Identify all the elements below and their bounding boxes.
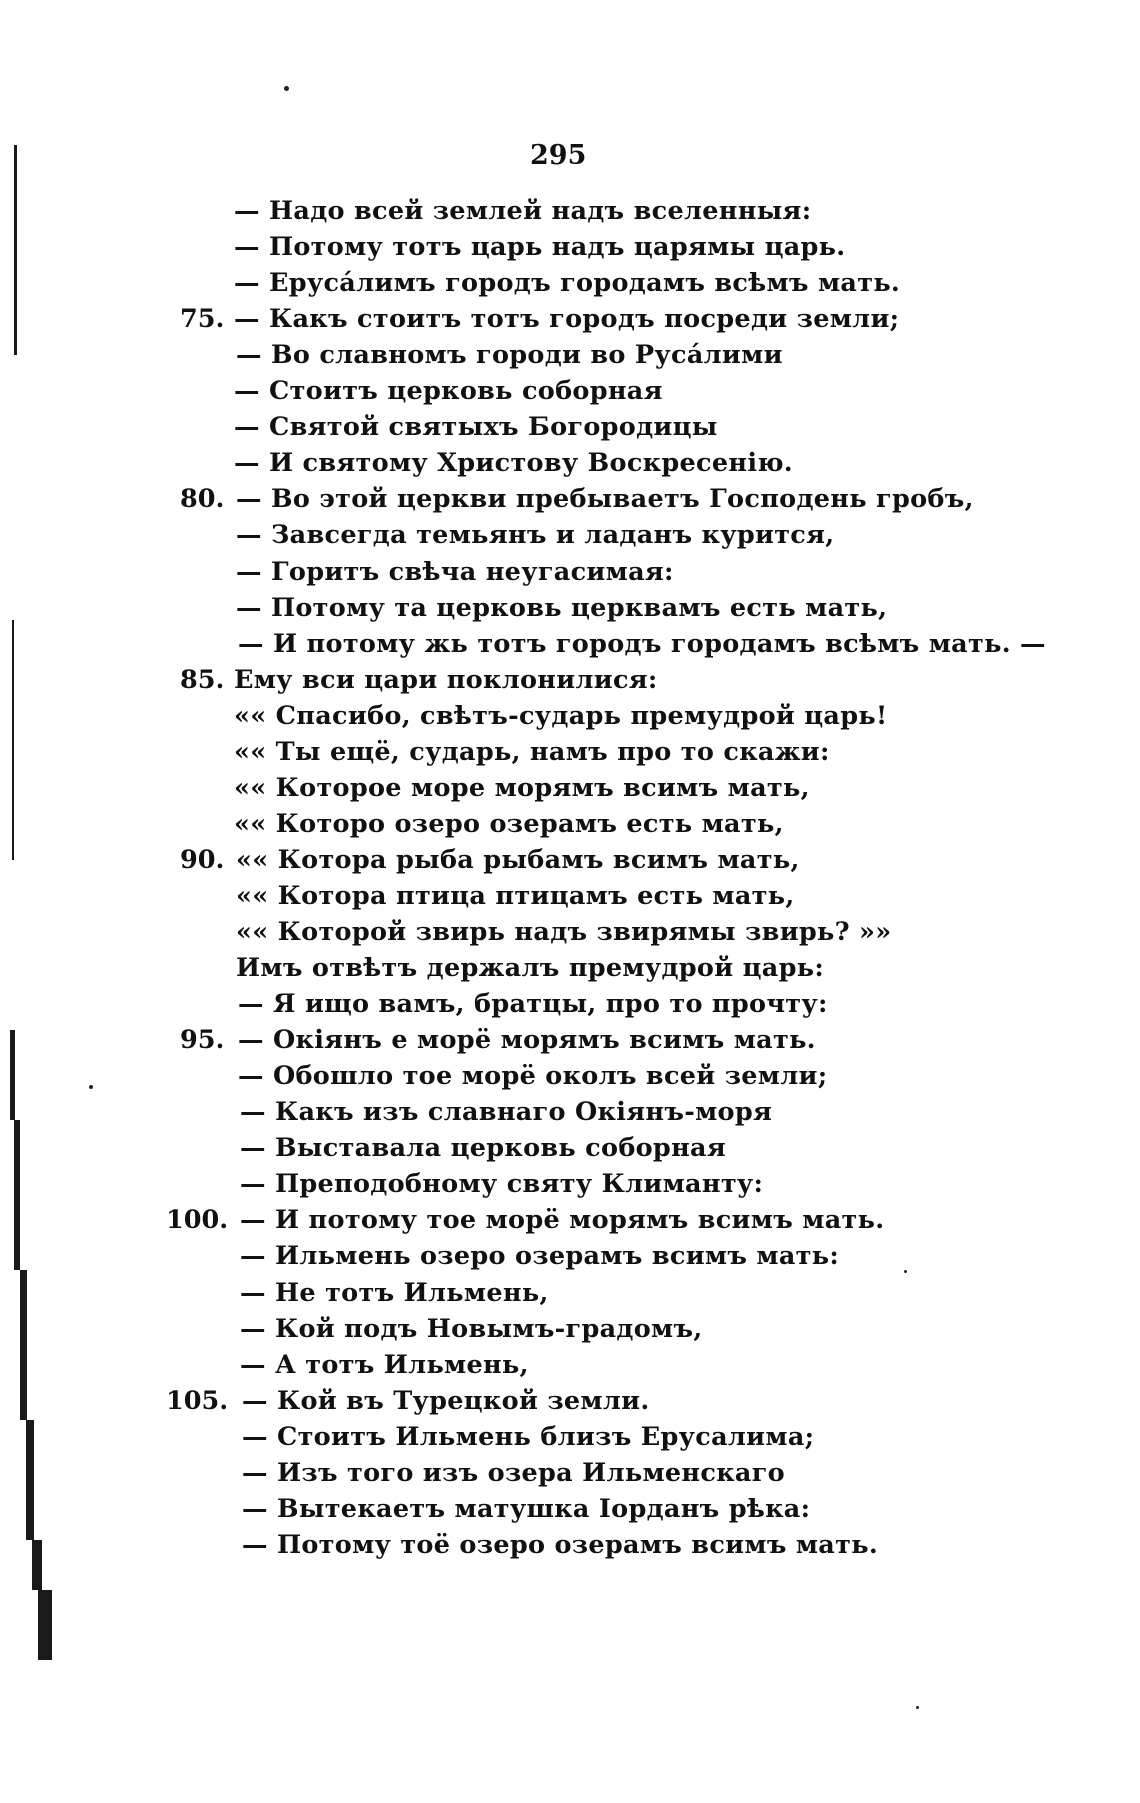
verse-line (0, 1130, 1140, 1166)
verse-text: Имъ отвѣтъ держалъ премудрой царь: (236, 953, 825, 984)
verse-text: — Я ищо вамъ, братцы, про то прочту: (238, 989, 828, 1020)
verse-line (0, 301, 1140, 337)
verse-line (0, 1347, 1140, 1383)
verse-text: — Во этой церкви пребываетъ Господень гробъ, (236, 484, 974, 515)
verse-text: «« Спасибо, свѣтъ-сударь премудрой царь! (234, 700, 888, 731)
verse-line (0, 698, 1140, 734)
verse-line (0, 337, 1140, 373)
verse-line (0, 878, 1140, 914)
verse-number: 75. (180, 304, 225, 335)
verse-line (0, 1166, 1140, 1202)
verse-line (0, 481, 1140, 517)
verse-text: — Не тотъ Ильмень, (240, 1277, 549, 1308)
verse-line (0, 914, 1140, 950)
verse-text: Ему вси цари поклонилися: (234, 664, 658, 695)
verse-text: — Ильмень озеро озерамъ всимъ мать: (240, 1241, 840, 1272)
verse-line (0, 1238, 1140, 1274)
verse-text: «« Которо озеро озерамъ есть мать, (234, 808, 784, 839)
verse-text: «« Котора рыба рыбамъ всимъ мать, (236, 844, 800, 875)
verse-text: — Окіянъ е морё морямъ всимъ мать. (238, 1025, 816, 1056)
verse-number: 90. (180, 844, 225, 875)
verse-line (0, 1311, 1140, 1347)
verse-line (0, 265, 1140, 301)
verse-text: — Горитъ свѣча неугасимая: (236, 556, 674, 587)
verse-line (0, 806, 1140, 842)
verse-line (0, 626, 1140, 662)
verse-text: «« Которое море морямъ всимъ мать, (234, 772, 810, 803)
verse-text: — Завсегда темьянъ и ладанъ курится, (236, 520, 835, 551)
verse-text: — Стоитъ Ильмень близъ Ерусалима; (242, 1421, 815, 1452)
verse-line (0, 193, 1140, 229)
verse-text: — И потому жь тотъ городъ городамъ всѣмъ мать. — (238, 628, 1046, 659)
verse-number: 100. (166, 1205, 229, 1236)
verse-text: — Изъ того изъ озера Ильменскаго (242, 1457, 785, 1488)
verse-line (0, 1383, 1140, 1419)
verse-text: — Кой въ Турецкой земли. (242, 1385, 650, 1416)
verse-text: — Потому тотъ царь надъ царямы царь. (234, 232, 846, 263)
verse-line (0, 517, 1140, 553)
verse-line (0, 445, 1140, 481)
verse-text: — Кой подъ Новымъ-градомъ, (240, 1313, 703, 1344)
page-number: 295 (530, 140, 587, 171)
verse-text: «« Котора птица птицамъ есть мать, (236, 880, 795, 911)
verse-number: 80. (180, 484, 225, 515)
ink-speck (916, 1706, 919, 1709)
verse-number: 105. (166, 1385, 229, 1416)
verse-line (0, 734, 1140, 770)
verse-text: — Какъ изъ славнаго Окіянъ-моря (240, 1097, 773, 1128)
verse-line (0, 1022, 1140, 1058)
verse-line (0, 1202, 1140, 1238)
verse-line (0, 842, 1140, 878)
verse-text: — Потому та церковь церквамъ есть мать, (236, 592, 888, 623)
verse-text: «« Которой звирь надъ звирямы звирь? »» (236, 917, 892, 947)
verse-text: — Выставала церковь соборная (240, 1133, 726, 1164)
verse-line (0, 770, 1140, 806)
verse-text: — Потому тоё озеро озерамъ всимъ мать. (242, 1529, 879, 1560)
verse-text: — Обошло тое морё околъ всей земли; (238, 1061, 828, 1092)
verse-text: — И потому тое морё морямъ всимъ мать. (240, 1205, 885, 1236)
verse-text: — Надо всей землей надъ вселенныя: (234, 196, 812, 226)
verse-line (0, 409, 1140, 445)
verse-line (0, 986, 1140, 1022)
verse-text: — Ерусáлимъ городъ городамъ всѣмъ мать. (234, 268, 901, 299)
ink-speck (284, 86, 289, 91)
verse-text: — И святому Христову Воскресенію. (234, 448, 793, 479)
verse-line (0, 554, 1140, 590)
verse-line (0, 950, 1140, 986)
verse-number: 85. (180, 664, 225, 695)
verse-number: 95. (180, 1025, 225, 1056)
verse-line (0, 1491, 1140, 1527)
verse-line (0, 1419, 1140, 1455)
verse-line (0, 1058, 1140, 1094)
verse-line (0, 1094, 1140, 1130)
verse-text: — Стоитъ церковь соборная (234, 376, 663, 407)
verse-line (0, 662, 1140, 698)
verse-line (0, 373, 1140, 409)
verse-text: — Вытекаетъ матушка Іорданъ рѣка: (242, 1493, 811, 1524)
verse-text: — Преподобному святу Климанту: (240, 1169, 764, 1200)
verse-line (0, 229, 1140, 265)
verse-line (0, 1527, 1140, 1563)
verse-text: — Какъ стоитъ тотъ городъ посреди земли; (234, 304, 900, 335)
verse-text: — А тотъ Ильмень, (240, 1349, 529, 1380)
verse-text: «« Ты ещё, сударь, намъ про то скажи: (234, 736, 830, 767)
verse-text: — Во славномъ городи во Русáлими (236, 340, 783, 371)
verse-text: — Святой святыхъ Богородицы (234, 412, 718, 443)
page-edge-mark (38, 1590, 52, 1660)
verse-line (0, 1455, 1140, 1491)
verse-line (0, 1275, 1140, 1311)
verse-line (0, 590, 1140, 626)
